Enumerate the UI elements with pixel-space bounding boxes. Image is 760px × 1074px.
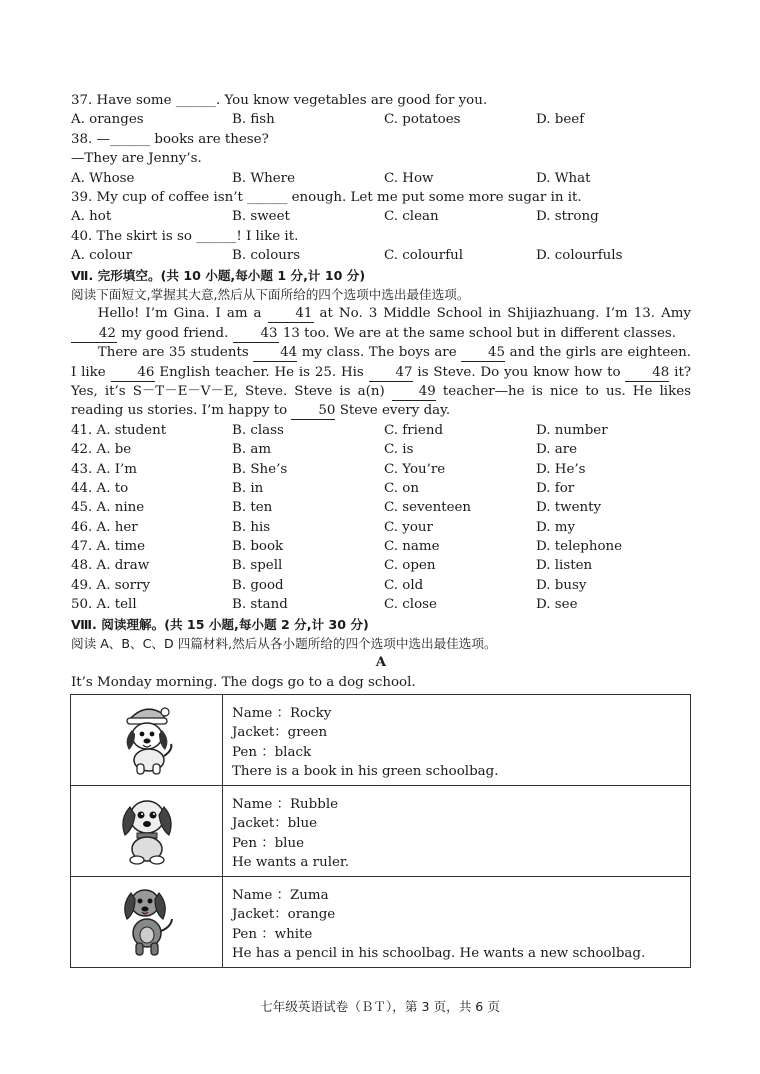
option: B. good — [232, 577, 284, 593]
cloze-option-row — [71, 440, 691, 459]
option: 48. A. draw — [71, 558, 150, 574]
option: D. twenty — [536, 500, 602, 516]
option: C. name — [384, 539, 440, 555]
cloze-option-row — [71, 498, 691, 517]
option: C. You’re — [384, 461, 446, 477]
option: B. She’s — [232, 461, 288, 477]
option: C. seventeen — [384, 500, 472, 516]
option: B. am — [232, 442, 272, 458]
option: D. What — [536, 170, 591, 186]
option: B. ten — [232, 500, 273, 516]
dog-info-cell — [223, 877, 691, 968]
table-row — [71, 877, 691, 968]
option: D. listen — [536, 558, 593, 574]
option: B. class — [232, 422, 284, 438]
option: D. He’s — [536, 461, 586, 477]
option: B. his — [232, 519, 271, 535]
dog-with-hat-icon — [115, 700, 179, 776]
option: 44. A. to — [71, 480, 129, 496]
dog-jacket: Jacket：blue — [232, 816, 318, 832]
dog-info-cell — [223, 695, 691, 786]
blank-44: 44 — [253, 345, 297, 362]
dog-note: He wants a ruler. — [232, 855, 350, 871]
dog-name: Name ：Rubble — [232, 797, 339, 812]
question-40-options — [71, 246, 691, 265]
option: C. How — [384, 170, 434, 186]
blank-48: 48 — [625, 365, 669, 382]
option: 49. A. sorry — [71, 577, 151, 593]
option: A. Whose — [71, 170, 135, 186]
question-38-reply: —They are Jenny’s. — [71, 151, 202, 167]
cloze-option-row — [71, 460, 691, 479]
cloze-paragraph-1: Hello! I’m Gina. I am a 41 at No. 3 Middle School in Shijiazhuang. I’m 13. Amy 42 my good friend. 43 13 too. We are at the same school but in different classes. — [71, 304, 691, 343]
option: 43. A. I’m — [71, 461, 137, 477]
question-38: 38. —______ books are these? — [71, 131, 269, 147]
cloze-paragraph-2: There are 35 students 44 my class. The boys are 45 and the girls are eighteen. I like 46 English teacher. He is 25. His 47 is Steve. Do you know how to 48 it? Yes, it’s S－T－E－V－E, Steve. Steve is a(n) 49 teacher—he is nice to us. He likes reading us stories. I’m happy to 50 Steve every day. — [71, 345, 691, 419]
option: C. potatoes — [384, 112, 461, 128]
option: D. my — [536, 519, 576, 535]
blank-45: 45 — [461, 345, 505, 362]
option: D. are — [536, 442, 578, 458]
option: B. colours — [232, 248, 301, 264]
option: D. beef — [536, 112, 585, 128]
blank-42: 42 — [71, 326, 117, 343]
option: C. is — [384, 442, 414, 458]
section-7-instruction: 阅读下面短文,掌握其大意,然后从下面所给的四个选项中选出最佳选项。 — [71, 286, 470, 302]
blank-43: 43 — [233, 326, 279, 343]
option: C. old — [384, 577, 424, 593]
option: B. in — [232, 480, 264, 496]
option: B. sweet — [232, 209, 290, 225]
option: A. oranges — [71, 112, 144, 128]
section-8-instruction: 阅读 A、B、C、D 四篇材料,然后从各小题所给的四个选项中选出最佳选项。 — [71, 636, 497, 652]
question-37: 37. Have some ______. You know vegetables are good for you. — [71, 93, 488, 108]
question-39: 39. My cup of coffee isn’t ______ enough. Let me put some more sugar in it. — [71, 189, 582, 205]
question-38-options — [71, 169, 691, 188]
option: B. Where — [232, 170, 295, 186]
option: D. busy — [536, 577, 587, 593]
cloze-option-row — [71, 537, 691, 556]
cloze-option-row — [71, 595, 691, 614]
option: C. on — [384, 480, 419, 496]
dog-jacket: Jacket：green — [232, 725, 328, 741]
dog-sitting-icon — [117, 793, 177, 865]
section-8-title: Ⅷ. 阅读理解。(共 15 小题,每小题 2 分,计 30 分) — [71, 616, 369, 632]
option: C. clean — [384, 209, 439, 225]
cloze-options-list — [71, 421, 691, 615]
option: B. spell — [232, 558, 283, 574]
cloze-option-row — [71, 556, 691, 575]
blank-41: 41 — [268, 306, 314, 323]
option: C. friend — [384, 422, 444, 438]
option: D. strong — [536, 209, 599, 225]
passage-a-intro: It’s Monday morning. The dogs go to a dog school. — [71, 674, 416, 690]
option: B. stand — [232, 597, 288, 613]
dog-info-table — [70, 694, 691, 968]
cloze-option-row — [71, 479, 691, 498]
dog-name: Name ：Zuma — [232, 888, 329, 903]
option: 41. A. student — [71, 422, 167, 438]
option: B. fish — [232, 112, 275, 128]
exam-page — [71, 91, 691, 692]
dog-pen: Pen ：black — [232, 744, 312, 760]
option: C. colourful — [384, 248, 464, 264]
dog-info-cell — [223, 786, 691, 877]
blank-49: 49 — [392, 384, 436, 401]
option: A. hot — [71, 209, 112, 225]
option: D. see — [536, 597, 578, 613]
blank-47: 47 — [369, 365, 413, 382]
option: A. colour — [71, 248, 133, 264]
dog-standing-icon — [117, 883, 177, 957]
dog-pen: Pen ：blue — [232, 835, 305, 851]
option: 46. A. her — [71, 519, 138, 535]
option: C. your — [384, 519, 433, 535]
question-40: 40. The skirt is so ______! I like it. — [71, 228, 299, 244]
option: 45. A. nine — [71, 500, 145, 516]
option: 42. A. be — [71, 442, 132, 458]
option: 50. A. tell — [71, 597, 137, 613]
dog-jacket: Jacket：orange — [232, 907, 336, 923]
table-row — [71, 695, 691, 786]
option: C. close — [384, 597, 437, 613]
cloze-option-row — [71, 421, 691, 440]
passage-a-label: A — [375, 654, 387, 671]
dog-picture-cell — [71, 786, 223, 877]
page-footer: 七年级英语试卷（ＢＴ），第 3 页，共 6 页 — [260, 999, 500, 1014]
option: D. colourfuls — [536, 248, 623, 264]
section-7-title: Ⅶ. 完形填空。(共 10 小题,每小题 1 分,计 10 分) — [71, 267, 366, 283]
question-37-options — [71, 110, 691, 129]
cloze-option-row — [71, 518, 691, 537]
dog-picture-cell — [71, 877, 223, 968]
table-row — [71, 786, 691, 877]
option: D. telephone — [536, 539, 623, 555]
option: D. number — [536, 422, 608, 438]
dog-note: There is a book in his green schoolbag. — [232, 764, 499, 780]
option: D. for — [536, 480, 575, 496]
blank-46: 46 — [111, 365, 155, 382]
dog-picture-cell — [71, 695, 223, 786]
question-39-options — [71, 207, 691, 226]
dog-name: Name ：Rocky — [232, 706, 332, 721]
option: 47. A. time — [71, 539, 146, 555]
option: B. book — [232, 539, 284, 555]
option: C. open — [384, 558, 436, 574]
cloze-option-row — [71, 576, 691, 595]
blank-50: 50 — [291, 403, 335, 420]
dog-note: He has a pencil in his schoolbag. He wants a new schoolbag. — [232, 946, 646, 962]
dog-pen: Pen ：white — [232, 926, 313, 942]
